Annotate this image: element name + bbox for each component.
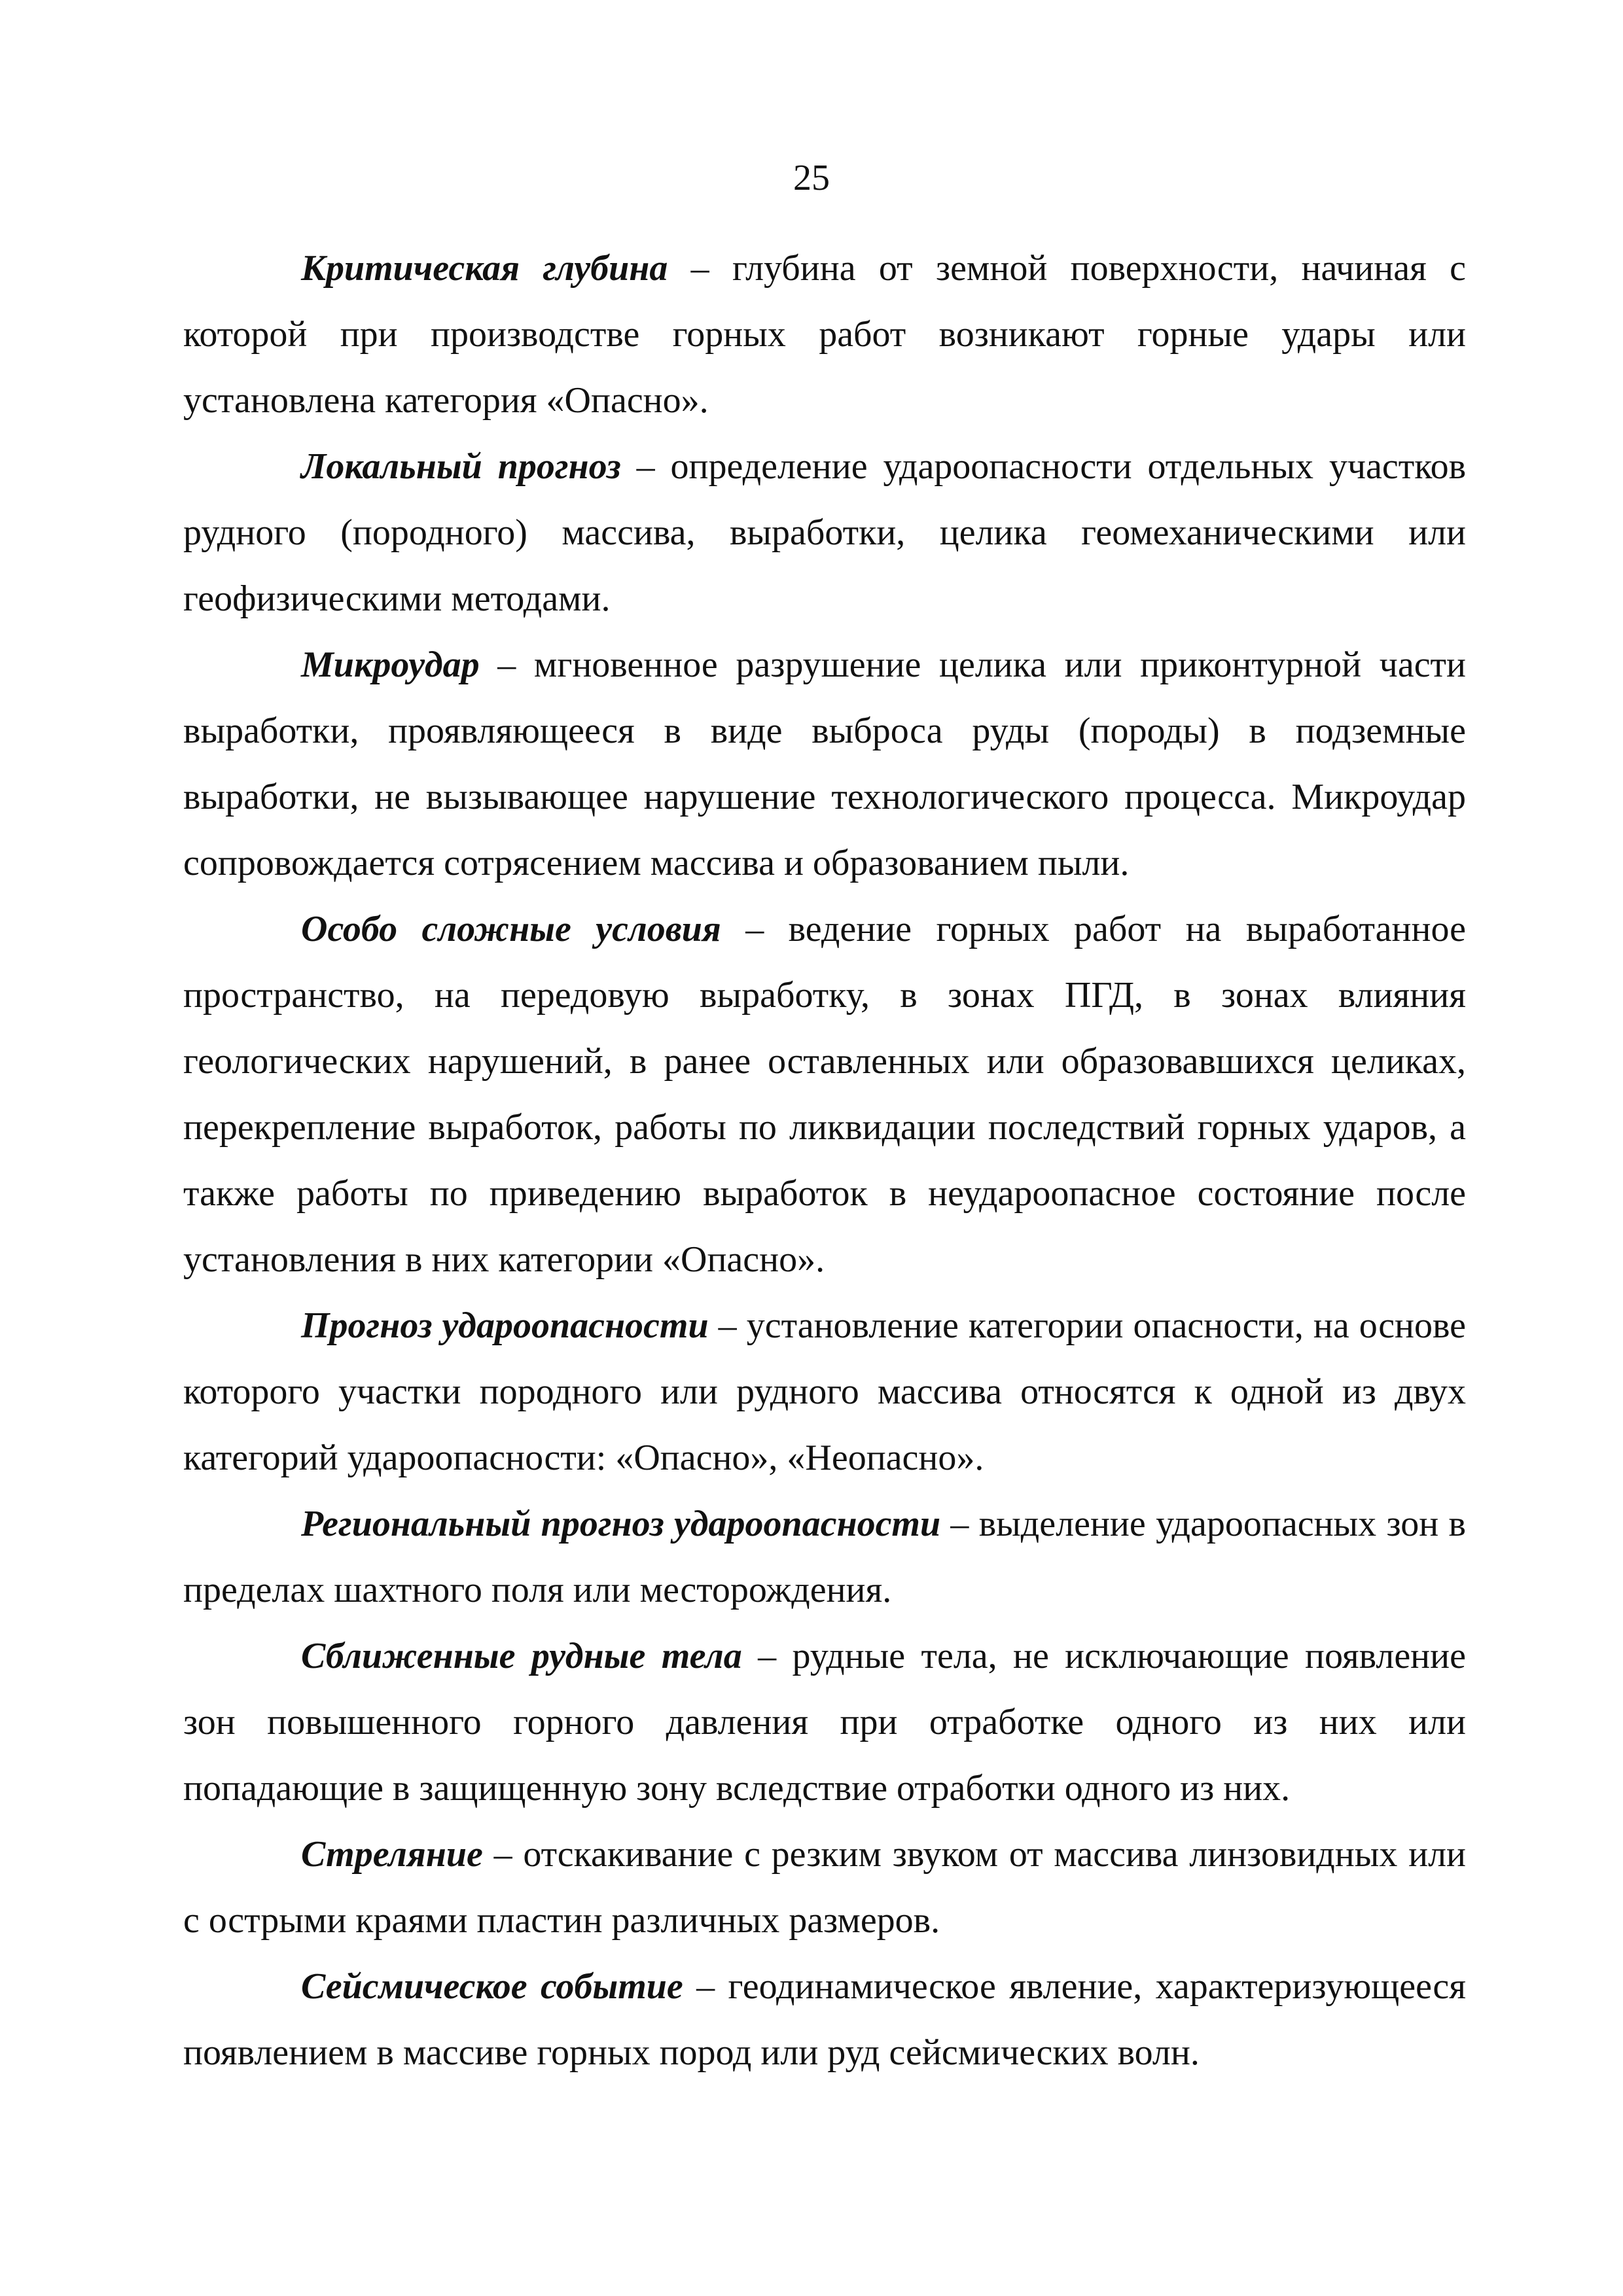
term-critical-depth: Критическая глубина <box>301 248 668 289</box>
definition-adjacent-ore-bodies <box>183 1623 1466 1822</box>
definition-text-especially-difficult-conditions: – ведение горных работ на выработанное пространство, на передовую выработку, в зонах ПГД, в зонах влияния геологических нарушений, в ранее оставленных или образовавшихся целиках, перекрепление выработок, работы по ликвидации последствий горных ударов, а также работы по приведению выработок в неудароопасное состояние после установления в них категории «Опасно». <box>183 909 1466 1280</box>
definition-text-spalling: – отскакивание с резким звуком от массива линзовидных или с острыми краями пластин различных размеров. <box>183 1834 1466 1941</box>
definition-text-local-forecast: – определение ударoопасности отдельных участков рудного (породного) массива, выработки, целика геомеханическими или геофизическими методами. <box>183 446 1467 619</box>
definition-regional-forecast <box>183 1491 1466 1623</box>
definition-especially-difficult-conditions <box>183 896 1466 1293</box>
definition-text-rockburst-forecast: – установление категории опасности, на основе которого участки породного или рудного массива относятся к одной из двух категорий удароопасности: «Опасно», «Неопасно». <box>183 1305 1466 1478</box>
term-rockburst-forecast: Прогноз удароопасности <box>301 1305 709 1346</box>
term-local-forecast: Локальный прогноз <box>301 446 621 487</box>
term-regional-forecast: Региональный прогноз удароопасности <box>301 1504 941 1544</box>
definition-text-critical-depth: – глубина от земной поверхности, начиная с которой при производстве горных работ возникают горные удары или установлена категория «Опасно». <box>183 248 1467 421</box>
definition-spalling <box>183 1822 1466 1954</box>
definition-text-adjacent-ore-bodies: – рудные тела, не исключающие появление зон повышенного горного давления при отработке одного из них или попадающие в защищенную зону вследствие отработки одного из них. <box>183 1636 1466 1809</box>
term-spalling: Стреляние <box>301 1834 483 1875</box>
page-number: 25 <box>793 158 830 198</box>
definition-text-microshock: – мгновенное разрушение целика или приконтурной части выработки, проявляющееся в виде выброса руды (породы) в подземные выработки, не вызывающее нарушение технологического процесса. Микроудар сопровождается сотрясением массива и образованием пыли. <box>183 645 1466 883</box>
definition-microshock <box>183 632 1466 896</box>
definition-local-forecast <box>183 434 1466 632</box>
definition-rockburst-forecast <box>183 1293 1466 1491</box>
term-microshock: Микроудар <box>301 645 480 685</box>
definition-text-regional-forecast: – выделение удароопасных зон в пределах шахтного поля или месторождения. <box>183 1504 1466 1610</box>
definitions-list <box>183 236 1466 2086</box>
term-adjacent-ore-bodies: Сближенные рудные тела <box>301 1636 742 1676</box>
definition-text-seismic-event: – геодинамическое явление, характеризующееся появлением в массиве горных пород или руд сейсмических волн. <box>183 1966 1467 2073</box>
term-especially-difficult-conditions: Особо сложные условия <box>301 909 721 949</box>
definition-critical-depth <box>183 236 1466 434</box>
term-seismic-event: Сейсмическое событие <box>301 1966 683 2007</box>
definition-seismic-event <box>183 1954 1466 2086</box>
